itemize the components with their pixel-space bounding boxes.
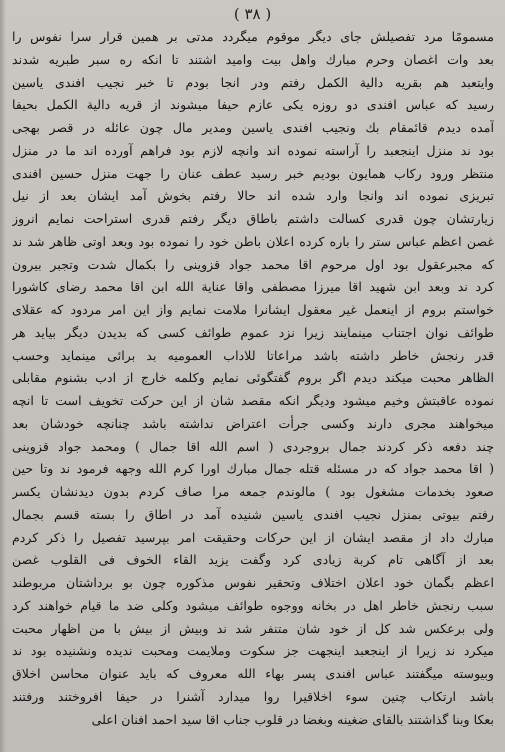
text-line: رسید كه عباس افندی دو روزه یكی عازم حیفا میشوند از قریه دالیة الكمل بحیفا — [12, 97, 494, 113]
text-line: خواستم بروم از اینعمل غیر معقول ایشانرا ملامت نمایم واز این امر مردود كه عقلای — [12, 302, 494, 317]
text-line: میكرد ند زیرا از اینجعبد اینجهت جز سكوت وملایمت ومحبت ندیده ونشنیده بود ند — [12, 643, 494, 659]
text-line: طوائف نوان اجتناب مینمایند زیرا نزد عموم طوائف كسی كه بدیدن دیگر بیاید هر — [12, 324, 494, 340]
text-line: تبریزی نموده اند وانجا وارد شده اند حالا رفتم بخوش آمد ایشان بعد از نیل — [12, 188, 494, 204]
text-line: بعد وات اغصان وحرم مبارك واهل بيت وامید اشتند تا انكه ره سبر طبريه شدند — [12, 51, 494, 67]
text-line: باشد ارتكاب چنین سوء اخلاقیرا روا میدارد آشنرا در حیفا افروختند ورفتند — [12, 688, 494, 704]
text-line: وایتعبد هم بقریه دالیة الكمل رفتم ودر انجا بودم تا خبر نجیب افندی یاسین — [12, 74, 494, 90]
text-line: وبیوسته میگفتند عباس افندی پسر بهاء الله معروف كه باید عنوان محاسن اخلاق — [12, 666, 494, 681]
text-line: الظاهر محبت میكند دیدم اگر بروم گفتگوئی نمایم وكلمه خارج از ادب بشنوم مقابلی — [12, 370, 494, 386]
text-line: رفتم بیوتی بمنزل نجیب افندی یاسین شنیده آمد در اطاق را بسته قسم بجمال — [12, 506, 494, 522]
text-line: غصن اعظم عباس ستر را باره كرده اعلان باطن خود را نموده بود وبعد اوتی ظاهر شد ند — [12, 233, 494, 249]
text-line: كرد ند وبعد ابن شهید اقا میرزا مصطفی واقا عنایة الله ابن اقا محمد رضای كاشورا — [12, 279, 494, 295]
text-line: ( اقا محمد جواد كه در مسئله قتله جمال مبارك اورا كرم الله وجهه فرمود ند وتا حین — [12, 461, 494, 477]
text-line: كه مجبرعقول بود اول مرحوم اقا محمد جواد قزوینی را بكمال شدت وتجبر بیرون — [12, 256, 494, 272]
page-number: ( ٣٨ ) — [233, 5, 272, 23]
text-line: میخواهند مجری دارند وكسی جرأت اعتراض نداشته باشد چنانچه خودشان بعد — [12, 415, 494, 431]
page-edge-shadow — [0, 0, 6, 752]
text-line: آمده دیدم قائمقام بك ونجیب افندی یاسین ومدیر مال چون عائله در قصر بهجی — [12, 120, 494, 135]
text-line: زیارتشان چون قدری كسالت داشتم باطاق دیگر رفتم قدری استراحت نمایم انروز — [12, 211, 494, 226]
text-line: صعود بخدمات مشغول بود ) مالوندم جمعه مرا صاف كردم بدون دیدنشان یكسر — [12, 484, 494, 499]
text-line: بود ند منزل اینجعبد را آراسته نموده اند وانچه لازم بود فراهم آورده اند ما در منزل — [12, 142, 494, 158]
text-line: مبارك داد از مقصد ایشان از این حركات وحقیقت امر بپرسید تفصیل را ذكر كردم — [12, 529, 494, 545]
body-text — [12, 26, 494, 731]
text-line: بعكا وبنا گذاشتند بالقای ضغینه وبغضا در قلوب جناب اقا سید احمد افنان اعلی — [91, 711, 494, 727]
text-line: سبب رنجش خاطر اهل در بخانه ووجوه طوائف میشود وكلی ضد ما قیام خواهند كرد — [12, 597, 494, 613]
text-line: منتظر ورود ركاب همایون بودیم خبر رسید عطف عنان را جهت منزل حسین افندی — [12, 165, 494, 181]
text-line: ولی برعكس شد كل از خود شان متنفر شد ند وبیش از بیش با من اظهار محبت — [12, 620, 494, 636]
text-line: چند دفعه ذكر كردند جمال بروجردی ( اسم الله اقا جمال ) ومحمد جواد قزوینی — [12, 438, 494, 454]
text-line: قدر رنجش خاطر داشته باشد مراعاتا للاداب العمومیه بد برائی مینماید وحسب — [12, 347, 494, 363]
text-line: نموده عاقبتش وخیم میشود ودیگر انكه مقصد شان از این حركت تخویف است تا انچه — [12, 393, 494, 408]
text-line: بعد از آگاهی تام كربة زیادی كرد وگفت یزید القاء الخوف فی القلوب غصن — [12, 552, 494, 568]
text-line: مسمومًا مرد تفصيلش جای دیگر موقوم میگردد مدتی بر همین قرار سرا نفوس را — [12, 29, 494, 44]
text-line: اعظم بگمان خود اعلان اختلاف وتحقیر نفوس مذكوره چون بو برداشتان مربوطند — [12, 575, 494, 590]
